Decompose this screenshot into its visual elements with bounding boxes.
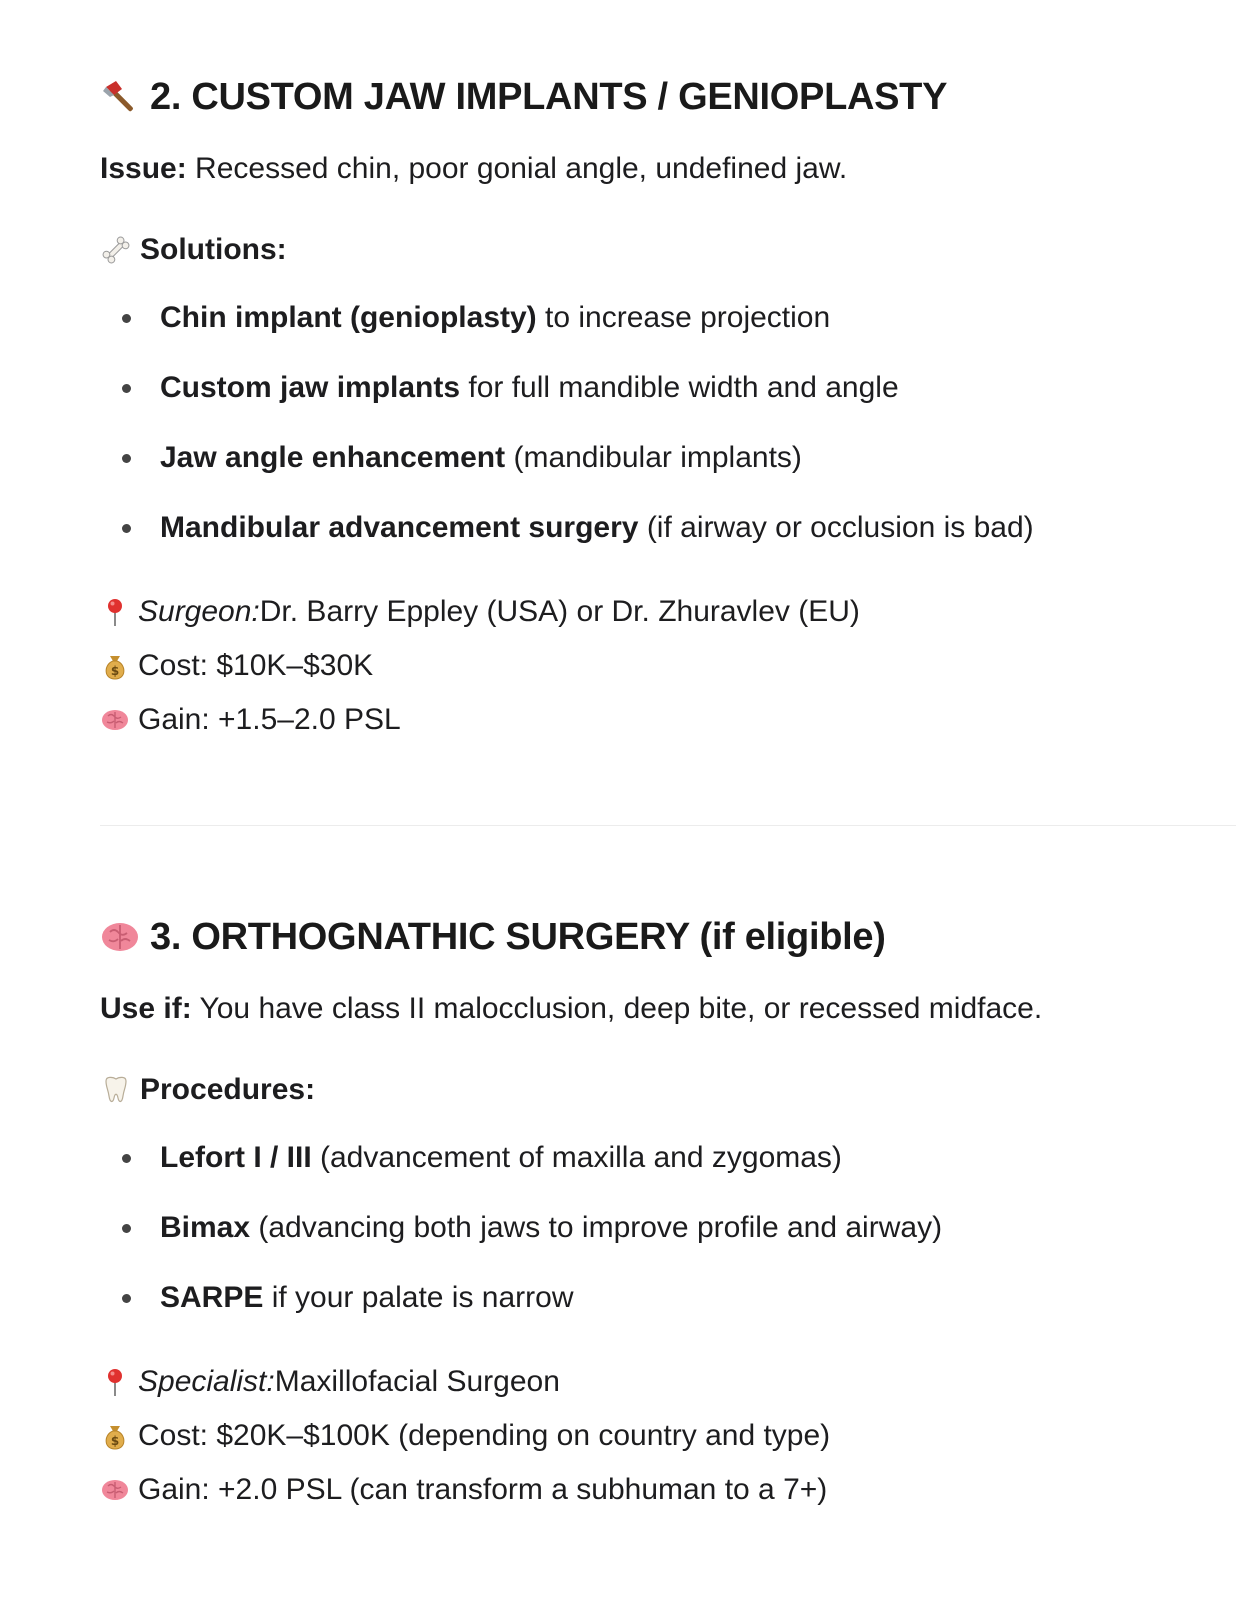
list-item <box>100 508 1034 578</box>
money-bag-icon <box>100 650 130 682</box>
bullet-dot <box>122 384 131 393</box>
item-text: (mandibular implants) <box>505 441 802 474</box>
tooth-icon <box>100 1074 132 1106</box>
list-item <box>100 1208 942 1278</box>
axe-icon <box>100 77 140 117</box>
item-text: (advancing both jaws to improve profile and airway) <box>250 1211 943 1244</box>
surgeon-label: Surgeon: <box>138 595 260 628</box>
cost-text: Cost: $20K–$100K (depending on country and type) <box>138 1419 831 1452</box>
svg-text:$: $ <box>110 1434 120 1448</box>
specialist-label: Specialist: <box>138 1365 275 1398</box>
use-if-label: Use if: <box>100 992 192 1025</box>
specialist-text: Maxillofacial Surgeon <box>274 1365 560 1398</box>
section-heading <box>100 70 1236 124</box>
list-item <box>100 1138 942 1208</box>
issue-label: Issue: <box>100 152 187 185</box>
brain-icon <box>100 1474 130 1506</box>
meta-list <box>100 1355 830 1517</box>
section-title: 2. CUSTOM JAW IMPLANTS / GENIOPLASTY <box>150 75 948 118</box>
bullet-dot <box>122 1154 131 1163</box>
item-bold: Custom jaw implants <box>160 371 461 404</box>
bullet-dot <box>122 1294 131 1303</box>
section-custom-jaw-implants <box>100 70 1236 736</box>
cost-line <box>100 639 860 693</box>
meta-list <box>100 585 860 747</box>
solutions-label: Solutions: <box>140 233 287 266</box>
surgeon-line <box>100 585 860 639</box>
item-text: to increase projection <box>536 301 831 334</box>
procedures-list <box>100 1138 942 1348</box>
section-title: 3. ORTHOGNATHIC SURGERY (if eligible) <box>150 915 886 958</box>
item-bold: Lefort I / III <box>160 1141 312 1174</box>
bullet-dot <box>122 1224 131 1233</box>
gain-line <box>100 693 860 747</box>
section-heading <box>100 910 1236 964</box>
issue-line <box>100 149 847 189</box>
procedures-heading <box>100 1070 315 1110</box>
item-bold: SARPE <box>160 1281 264 1314</box>
brain-icon <box>100 917 140 957</box>
cost-line <box>100 1409 830 1463</box>
item-text: if your palate is narrow <box>263 1281 574 1314</box>
bone-icon <box>100 234 132 266</box>
pin-icon <box>100 1366 130 1398</box>
surgeon-text: Dr. Barry Eppley (USA) or Dr. Zhuravlev (EU) <box>259 595 860 628</box>
use-if-text: You have class II malocclusion, deep bite, or recessed midface. <box>191 992 1043 1025</box>
item-text: for full mandible width and angle <box>460 371 899 404</box>
procedures-label: Procedures: <box>140 1073 316 1106</box>
solutions-list <box>100 298 1034 578</box>
use-if-line <box>100 989 1042 1029</box>
gain-text: Gain: +2.0 PSL (can transform a subhuman to a 7+) <box>138 1473 828 1506</box>
item-bold: Jaw angle enhancement <box>160 441 506 474</box>
bullet-dot <box>122 314 131 323</box>
pin-icon <box>100 596 130 628</box>
specialist-line <box>100 1355 830 1409</box>
list-item <box>100 1278 942 1348</box>
brain-icon <box>100 704 130 736</box>
bullet-dot <box>122 524 131 533</box>
svg-text:$: $ <box>110 664 120 678</box>
cost-text: Cost: $10K–$30K <box>138 649 374 682</box>
section-divider <box>100 825 1236 826</box>
section-orthognathic-surgery <box>100 910 1236 1506</box>
issue-text: Recessed chin, poor gonial angle, undefined jaw. <box>186 152 848 185</box>
item-bold: Chin implant (genioplasty) <box>160 301 537 334</box>
money-bag-icon <box>100 1420 130 1452</box>
gain-line <box>100 1463 830 1517</box>
item-bold: Mandibular advancement surgery <box>160 511 639 544</box>
item-text: (advancement of maxilla and zygomas) <box>311 1141 842 1174</box>
solutions-heading <box>100 230 287 270</box>
list-item <box>100 368 1034 438</box>
list-item <box>100 438 1034 508</box>
gain-text: Gain: +1.5–2.0 PSL <box>138 703 401 736</box>
list-item <box>100 298 1034 368</box>
item-bold: Bimax <box>160 1211 251 1244</box>
item-text: (if airway or occlusion is bad) <box>638 511 1034 544</box>
bullet-dot <box>122 454 131 463</box>
